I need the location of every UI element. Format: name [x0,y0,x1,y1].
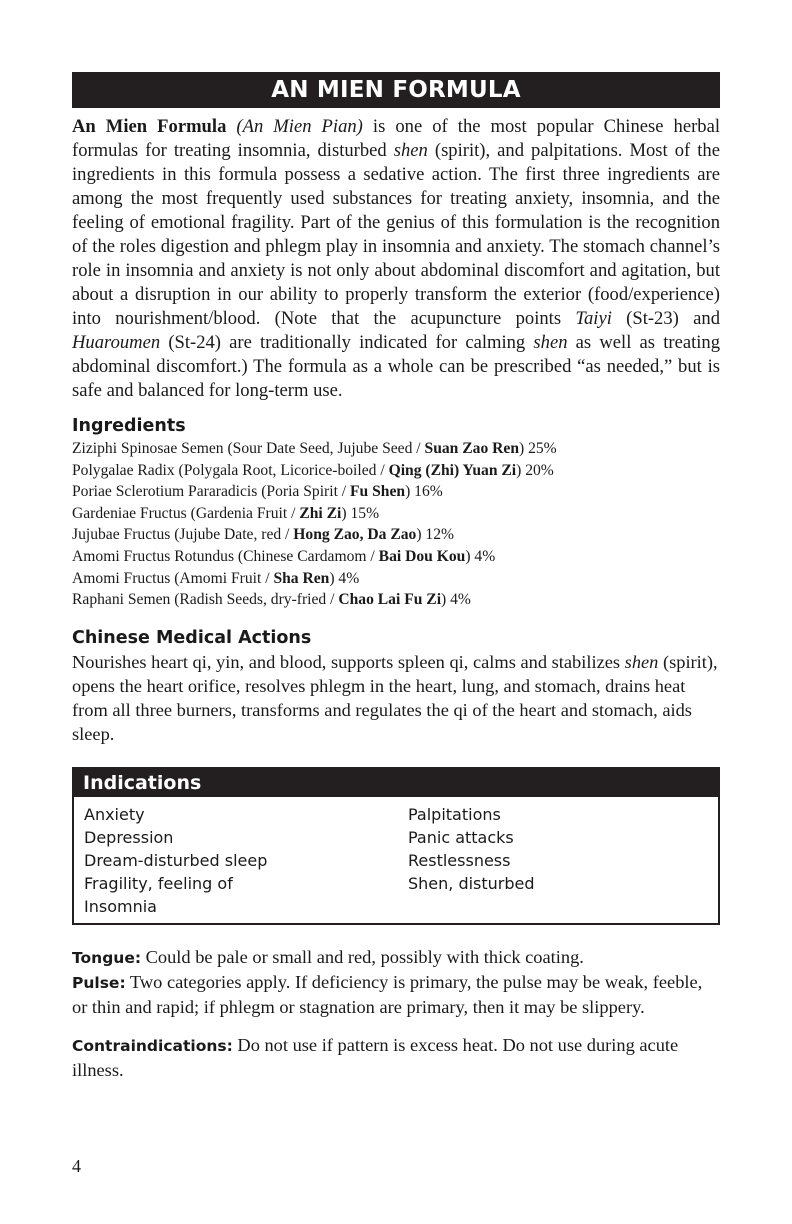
formula-pinyin: (An Mien Pian) [236,116,363,137]
page-title: AN MIEN FORMULA [72,72,720,108]
indication-item: Panic attacks [408,827,514,847]
ingredient-item: Ziziphi Spinosae Semen (Sour Date Seed, Jujube Seed / Suan Zao Ren) 25% [72,440,557,457]
indications-column-left [84,803,408,918]
ingredient-item: Polygalae Radix (Polygala Root, Licorice-boiled / Qing (Zhi) Yuan Zi) 20% [72,461,554,479]
page-content [72,72,720,1082]
ingredient-item: Gardeniae Fructus (Gardenia Fruit / Zhi Zi) 15% [72,504,380,522]
contraindications-note: Contraindications: Do not use if pattern is excess heat. Do not use during acute illness. [72,1034,679,1080]
formula-name: An Mien Formula [72,116,227,137]
indications-heading: Indications [74,769,718,797]
indications-box [72,767,720,925]
ingredient-item: Amomi Fructus (Amomi Fruit / Sha Ren) 4% [72,569,360,587]
ingredient-item: Amomi Fructus Rotundus (Chinese Cardamom / Bai Dou Kou) 4% [72,547,496,565]
tongue-note: Tongue: Could be pale or small and red, possibly with thick coating. [72,946,584,967]
indication-item: Palpitations [408,804,501,824]
indications-list [74,797,718,923]
ingredient-item: Raphani Semen (Radish Seeds, dry-fried / Chao Lai Fu Zi) 4% [72,591,471,609]
clinical-notes [72,945,720,1082]
actions-paragraph: Nourishes heart qi, yin, and blood, supports spleen qi, calms and stabilizes shen (spirit), opens the heart orifice, resolves phlegm in the heart, lung, and stomach, drains heat from all three burners, transforms and regulates the qi of the heart and stomach, aids sleep. [72,651,718,744]
indication-item: Shen, disturbed [408,873,535,893]
ingredient-item: Poriae Sclerotium Pararadicis (Poria Spirit / Fu Shen) 16% [72,483,443,501]
indication-item: Fragility, feeling of [84,873,233,893]
indication-item: Dream-disturbed sleep [84,850,268,870]
ingredient-list [72,438,720,611]
ingredient-item: Jujubae Fructus (Jujube Date, red / Hong Zao, Da Zao) 12% [72,526,455,544]
ingredients-heading: Ingredients [72,416,186,436]
actions-heading: Chinese Medical Actions [72,627,312,648]
page-number: 4 [72,1156,81,1176]
indication-item: Insomnia [84,896,157,916]
indications-column-right [408,803,708,918]
indication-item: Anxiety [84,804,145,824]
pulse-note: Pulse: Two categories apply. If deficiency is primary, the pulse may be weak, feeble, or thin and rapid; if phlegm or stagnation are primary, then it may be slippery. [72,971,703,1017]
indication-item: Restlessness [408,850,511,870]
indication-item: Depression [84,827,174,847]
intro-paragraph: An Mien Formula (An Mien Pian) is one of the most popular Chinese herbal formulas for treating insomnia, disturbed shen (spirit), and palpitations. Most of the ingredients in this formula possess a sedative action. The first three ingredients are among the most frequently used substances for treating anxiety, insomnia, and the feeling of emotional fragility. Part of the genius of this formulation is the recognition of the roles digestion and phlegm play in insomnia and anxiety. The stomach channel’s role in insomnia and anxiety is not only about abdominal discomfort and agitation, but about a disruption in our ability to properly transform the exterior (food/experience) into nourishment/blood. (Note that the acupuncture points Taiyi (St-23) and Huaroumen (St-24) are traditionally indicated for calming shen as well as treating abdominal discomfort.) The formula as a whole can be prescribed “as needed,” but is safe and balanced for long-term use. [72,116,721,401]
